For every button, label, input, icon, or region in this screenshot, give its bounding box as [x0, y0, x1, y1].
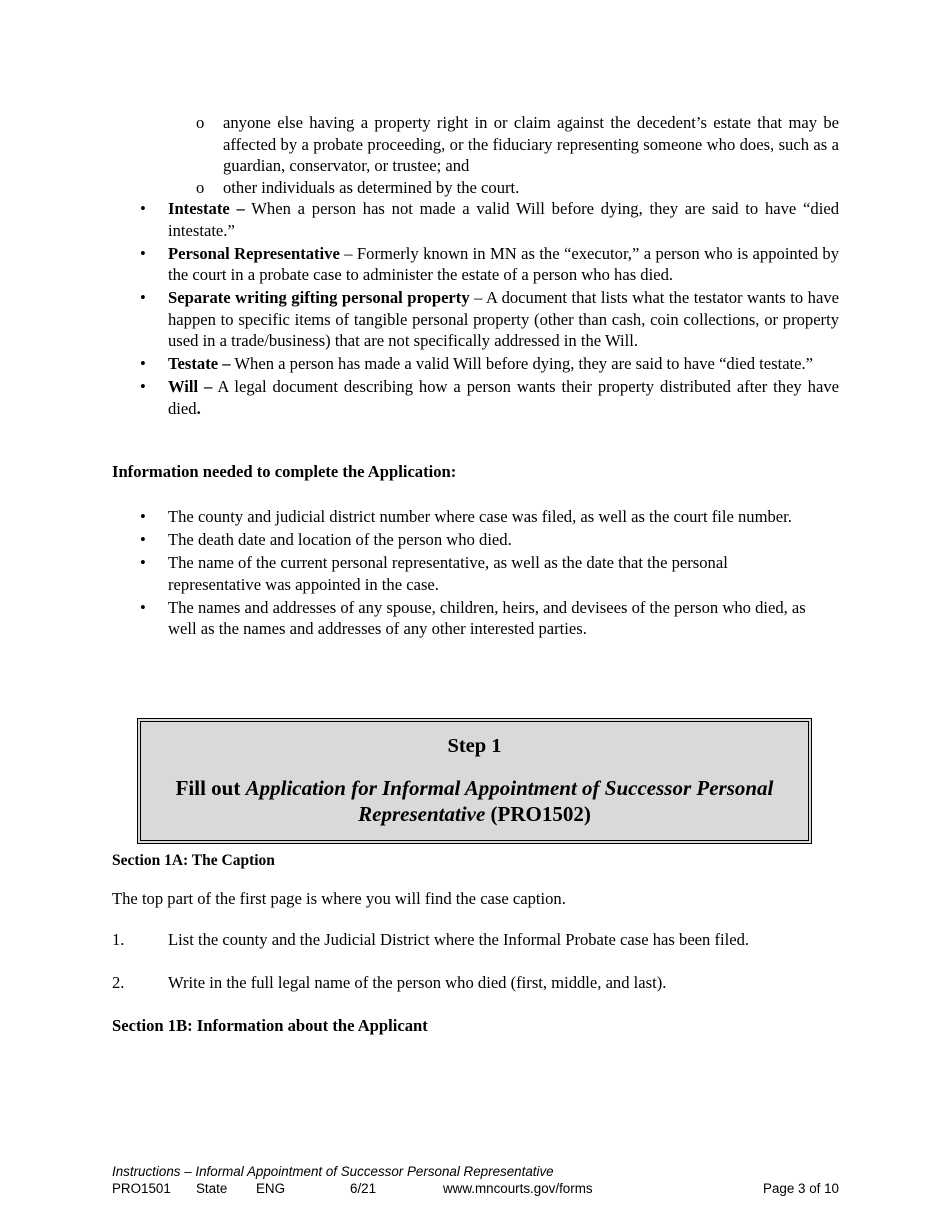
- definition-will: [140, 376, 839, 419]
- sublist-item: [196, 177, 839, 199]
- list-item-text: The names and addresses of any spouse, children, heirs, and devisees of the person who died, as well as the names and addresses of any other interested parties.: [168, 597, 806, 638]
- interested-persons-sublist: [196, 112, 839, 198]
- sublist-item-text: other individuals as determined by the court.: [223, 177, 520, 197]
- definition-text: – A document that lists what the testator wants to have happen to specific items of tangible personal property (other than cash, coin collections, or property used in a trade/business) that are not specifically addressed in the Will.: [168, 288, 839, 350]
- definition-term: Separate writing gifting personal property: [168, 288, 470, 307]
- section-1a-intro: The top part of the first page is where you will find the case caption.: [112, 889, 566, 908]
- footer-date: 6/21: [350, 1181, 377, 1196]
- item-number: 2.: [112, 973, 125, 992]
- bullet-icon: •: [140, 507, 146, 526]
- bullet-icon: •: [140, 530, 146, 549]
- step-instruction: [159, 775, 790, 827]
- bullet-icon: •: [140, 597, 146, 617]
- definition-personal-representative: [140, 243, 839, 286]
- info-needed-list: [140, 506, 820, 641]
- bullet-icon: •: [140, 199, 146, 218]
- page-footer: [112, 1163, 839, 1197]
- footer-url[interactable]: www.mncourts.gov/forms: [443, 1181, 593, 1196]
- list-item: [140, 529, 820, 551]
- sublist-item: [196, 112, 839, 177]
- sublist-item-text: anyone else having a property right in or claim against the decedent’s estate that may be affected by a probate proceeding, or the fiduciary representing someone who does, such as a guardian, conservator, or trustee; and: [223, 113, 839, 175]
- step-title: Step 1: [447, 735, 502, 757]
- hollow-bullet-icon: o: [196, 113, 205, 132]
- definition-term: Will –: [168, 377, 213, 396]
- hollow-bullet-icon: o: [196, 177, 205, 197]
- definition-intestate: [140, 198, 839, 241]
- step-1-box: [137, 718, 812, 844]
- bullet-icon: •: [140, 377, 146, 396]
- item-number: 1.: [112, 930, 125, 949]
- item-text: Write in the full legal name of the person who died (first, middle, and last).: [168, 973, 667, 992]
- list-item-text: The name of the current personal representative, as well as the date that the personal representative was appointed in the case.: [168, 553, 728, 594]
- definition-end-period: .: [196, 398, 201, 418]
- bullet-icon: •: [140, 288, 146, 307]
- bullet-icon: •: [140, 354, 146, 373]
- bullet-icon: •: [140, 243, 146, 263]
- footer-state: State: [196, 1181, 228, 1196]
- list-item: [140, 552, 820, 595]
- definition-term: Personal Representative: [168, 243, 340, 263]
- footer-meta-row: [112, 1180, 839, 1197]
- definition-testate: [140, 353, 839, 375]
- definition-separate-writing: [140, 287, 839, 352]
- definition-text: – Formerly known in MN as the “executor,” a person who is appointed by the court in a probate case to administer the estate of a person who has died.: [168, 243, 839, 284]
- footer-page-number: Page 3 of 10: [763, 1181, 839, 1196]
- definition-text: When a person has made a valid Will before dying, they are said to have “died testate.”: [230, 354, 814, 373]
- section-1b-heading: Section 1B: Information about the Applicant: [112, 1016, 428, 1035]
- definition-text: When a person has not made a valid Will before dying, they are said to have “died intestate.”: [168, 199, 839, 240]
- list-item: [140, 597, 820, 640]
- form-code: (PRO1502): [485, 802, 591, 826]
- form-name: Application for Informal Appointment of Successor Personal Representative: [245, 776, 774, 826]
- footer-title: Instructions – Informal Appointment of Successor Personal Representative: [112, 1164, 554, 1179]
- definition-term: Intestate –: [168, 199, 245, 218]
- section-1a-heading: Section 1A: The Caption: [112, 852, 275, 869]
- footer-language: ENG: [256, 1181, 286, 1196]
- list-item-text: The county and judicial district number where case was filed, as well as the court file number.: [168, 507, 792, 526]
- definition-term: Testate –: [168, 354, 231, 373]
- definitions-list: [140, 198, 839, 421]
- info-needed-heading: Information needed to complete the Application:: [112, 462, 457, 481]
- list-item: [140, 506, 820, 528]
- footer-form-code: PRO1501: [112, 1181, 171, 1196]
- bullet-icon: •: [140, 553, 146, 572]
- definition-text: A legal document describing how a person wants their property distributed after they have died: [168, 377, 839, 418]
- item-text: List the county and the Judicial District where the Informal Probate case has been filed.: [168, 930, 750, 949]
- step-prefix: Fill out: [175, 776, 246, 800]
- list-item-text: The death date and location of the person who died.: [168, 530, 512, 549]
